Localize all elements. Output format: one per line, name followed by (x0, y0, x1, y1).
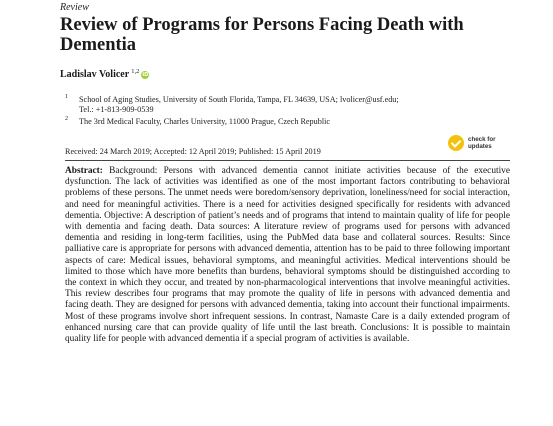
check-updates-label: check for updates (468, 136, 496, 150)
author-name: Ladislav Volicer (60, 69, 130, 80)
orcid-icon[interactable]: iD (142, 71, 149, 78)
affiliation-address: School of Aging Studies, University of South Florida, Tampa, FL 34639, USA; lvolicer@usf.edu; (79, 95, 399, 104)
article-title: Review of Programs for Persons Facing Death with Dementia (60, 15, 464, 55)
affiliation-number: 2 (65, 116, 68, 122)
publication-dates: Received: 24 March 2019; Accepted: 12 April 2019; Published: 15 April 2019 (65, 147, 321, 156)
author-affiliation-marks: 1,2 (131, 68, 140, 75)
check-updates-icon (448, 135, 464, 151)
divider (65, 160, 510, 161)
author-line (60, 69, 149, 80)
check-for-updates-badge[interactable] (448, 132, 518, 154)
affiliation-text: The 3rd Medical Faculty, Charles University, 11000 Prague, Czech Republic (79, 117, 331, 126)
affiliation-phone: Tel.: +1-813-909-0539 (79, 105, 154, 114)
abstract-text: Background: Persons with advanced dementia cannot initiate activities because of the executive dysfunction. The lack of activities was identified as one of the most important factors contributing to behavioral problems of these persons. The unmet needs were boredom/sensory deprivation, loneliness/need for social interaction, and need for meaningful activities. There is a need for activities designed specifically for residents with advanced dementia. Objective: A description of patient’s needs and of programs that intend to maintain quality of life for people with dementia and facing death. Data sources: A literature review of programs used for persons with advanced dementia and residing in long-term facilities, using the PubMed data base and collateral sources. Results: Since palliative care is appropriate for persons with advanced dementia, attention has to be paid to three following important aspects of care: Medical issues, behavioral symptoms, and meaningful activities. Medical interventions should be limited to those which have more benefits than burdens, behavioral symptoms should be distinguished according to the context in which they occur, and treated by non-pharmacological interventions that involve meaningful activities. This review describes four programs that may promote the quality of life in persons with advanced dementia and facing death. They are designed for persons with advanced dementia, taking into account their functional impairments. Most of these programs involve short infrequent sessions. In contrast, Namaste Care is a daily extended program of enhanced nursing care that can provide quality of life until the last breath. Conclusions: It is possible to maintain quality life for people with advanced dementia if a special program of activities is available. (65, 166, 511, 345)
article-type: Review (60, 2, 89, 13)
abstract-label: Abstract: (65, 166, 103, 176)
affiliation-text (79, 95, 499, 115)
abstract (65, 166, 510, 345)
affiliation-number: 1 (65, 94, 68, 100)
